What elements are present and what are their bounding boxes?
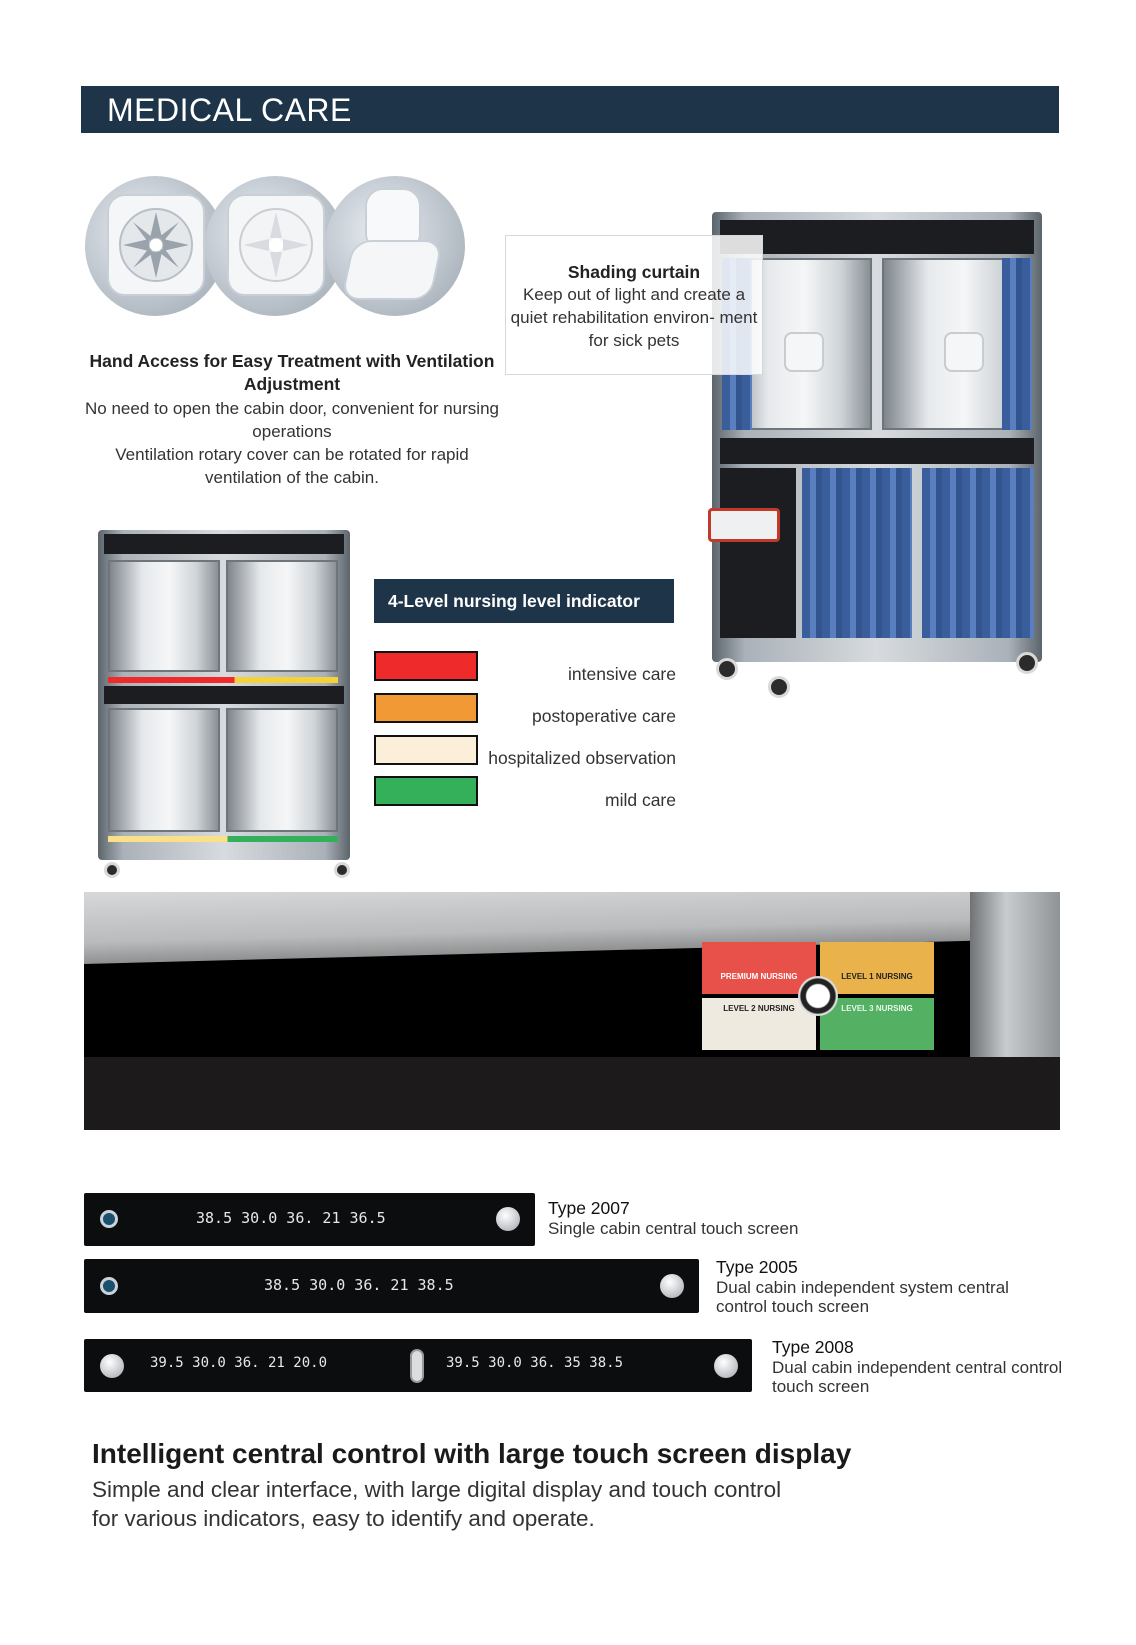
nursing-indicator-cabinet-photo [98,530,350,860]
touch-screen-2008 [84,1339,752,1392]
control-box [708,508,780,542]
cabinet-cell [108,708,220,832]
vent-cover-open-photo [325,176,465,316]
wheel [716,658,738,680]
wheel [104,862,120,878]
cabinet-side-panel [720,468,796,638]
vent-cover-rotating-photo [205,176,345,316]
nursing-level-dial-photo [84,892,1060,1130]
power-button-icon[interactable] [100,1277,118,1295]
swatch-intensive-care [374,651,478,681]
level-dial [702,942,934,1050]
hand-access-title: Hand Access for Easy Treatment with Ventilation Adjustment [89,351,495,394]
type-2008-caption [772,1337,1072,1396]
screen-readout: 38.5 30.0 36. 21 38.5 [264,1276,454,1294]
power-button-icon[interactable] [100,1210,118,1228]
swatch-hospitalized-observation [374,735,478,765]
rotary-knob[interactable] [496,1207,520,1231]
rotary-knob[interactable] [660,1274,684,1298]
type-2007-desc: Single cabin central touch screen [548,1219,799,1238]
cabinet-cell [226,560,338,672]
type-2008-desc: Dual cabin independent central control touch screen [772,1358,1063,1396]
dial-knob[interactable] [798,976,838,1016]
touch-screen-2005 [84,1259,699,1313]
screen-readout-right: 39.5 30.0 36. 35 38.5 [446,1355,624,1371]
screen-readout: 38.5 30.0 36. 21 36.5 [196,1209,386,1227]
indicator-light-bar [108,836,338,842]
type-2007-caption [548,1198,798,1238]
cabinet-mid-panel [720,438,1034,464]
nursing-level-indicator-title: 4-Level nursing level indicator [374,579,674,623]
hand-access-description [80,397,504,489]
type-2005-caption [716,1257,1046,1316]
shelf-base [84,1057,1060,1130]
level-label-mild-care: mild care [605,790,676,810]
cabinet-top-panel [104,534,344,554]
shading-curtain-callout [505,235,763,375]
wheel [1016,652,1038,674]
shading-curtain-title: Shading curtain [567,262,701,282]
level-label-intensive-care: intensive care [568,664,676,684]
swatch-mild-care [374,776,478,806]
wheel [768,676,790,698]
level-chip-level2: LEVEL 2 NURSING [702,998,816,1050]
section-header [81,86,1059,133]
touch-screen-2007 [84,1193,535,1246]
fan-icon [784,332,824,372]
central-control-title: Intelligent central control with large touch screen display [92,1438,852,1469]
cabinet-cell [226,708,338,832]
shelf-frame [970,892,1060,1057]
level-chip-premium: PREMIUM NURSING [702,942,816,994]
type-2008-title: Type 2008 [772,1337,854,1357]
type-2005-title: Type 2005 [716,1257,798,1277]
hand-access-line-1: No need to open the cabin door, convenient for nursing operations [85,399,499,441]
curtain [1002,258,1032,430]
vent-cover-closed-photo [85,176,225,316]
central-control-description: Simple and clear interface, with large digital display and touch control for various indicators, easy to identify and operate. [92,1477,782,1531]
shading-curtain-description: Keep out of light and create a quiet rehabilitation environ- ment for sick pets [510,285,758,350]
type-2005-desc: Dual cabin independent system central control touch screen [716,1278,1009,1316]
level-chip-level3: LEVEL 3 NURSING [820,998,934,1050]
wheel [334,862,350,878]
rotary-knob[interactable] [100,1354,124,1378]
fan-icon [944,332,984,372]
cabinet-top-panel [720,220,1034,254]
level-label-hospitalized-observation: hospitalized observation [488,748,676,768]
screen-readout-left: 39.5 30.0 36. 21 20.0 [150,1355,328,1371]
level-label-postoperative-care: postoperative care [532,706,676,726]
divider-switch[interactable] [410,1349,424,1383]
cabinet-cell [108,560,220,672]
type-2007-title: Type 2007 [548,1198,630,1218]
cabinet-mid-panel [104,686,344,704]
level-chip-level1: LEVEL 1 NURSING [820,942,934,994]
swatch-postoperative-care [374,693,478,723]
curtain [922,468,1034,638]
hand-access-line-2: Ventilation rotary cover can be rotated for rapid ventilation of the cabin. [115,445,469,487]
section-title: MEDICAL CARE [107,92,352,128]
rotary-knob[interactable] [714,1354,738,1378]
curtain [802,468,912,638]
indicator-light-bar [108,677,338,683]
